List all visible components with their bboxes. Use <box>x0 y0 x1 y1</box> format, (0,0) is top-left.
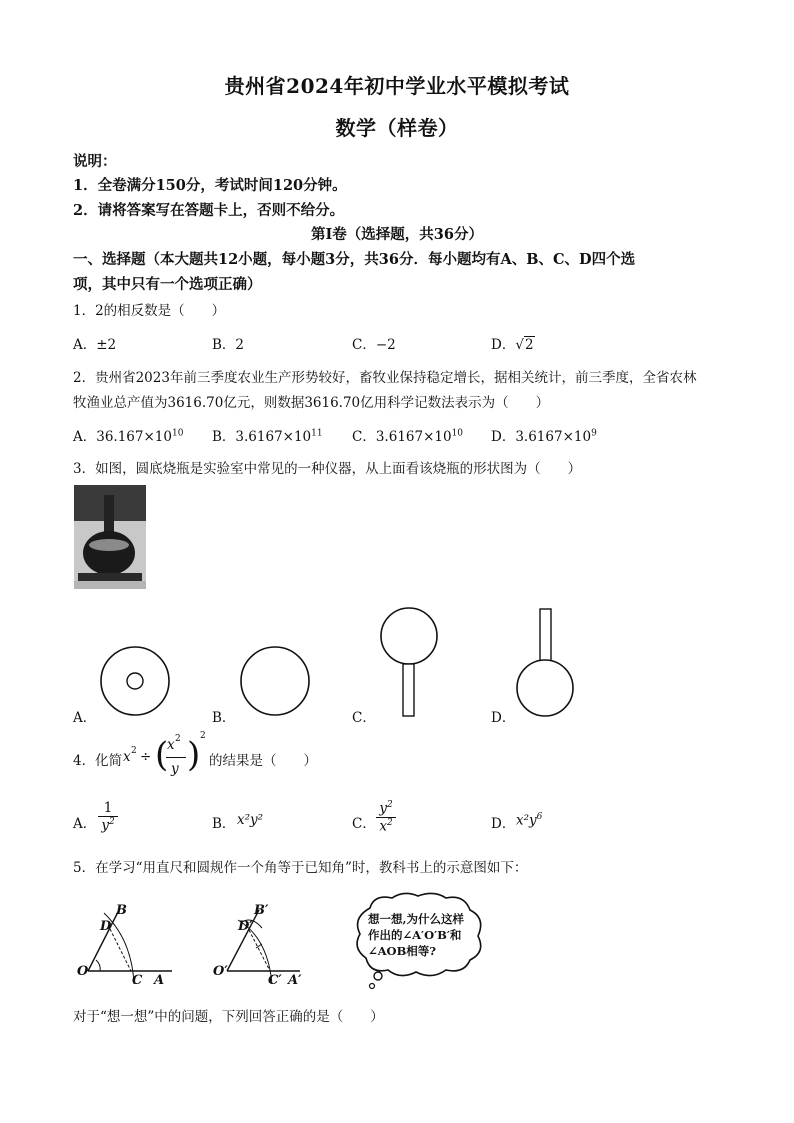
q1-option-d-letter: D． <box>491 337 516 353</box>
q4-option-c-num-exp: 2 <box>386 800 393 810</box>
q3-figure-d <box>514 606 578 718</box>
q4-option-a-letter: A． <box>73 816 97 832</box>
thought-bubble-text <box>368 911 464 959</box>
q2-option-d-base: 3.6167×10 <box>515 429 592 445</box>
q4-x-exp: 2 <box>131 746 137 756</box>
q2-option-b <box>212 425 323 445</box>
q4-option-a-denominator <box>98 817 118 834</box>
q3-figure-c <box>378 606 442 718</box>
q4-option-c-x: x <box>379 818 387 834</box>
q1-stem: 1．2的相反数是（ ） <box>73 303 226 319</box>
q4-left-paren: ( <box>155 735 169 775</box>
q5-stem: 5．在学习“用直尺和圆规作一个角等于已知角”时，教科书上的示意图如下： <box>73 860 528 876</box>
q2-option-b-letter: B． <box>212 429 236 445</box>
section-instructions-line2: 项，其中只有一个选项正确） <box>73 276 262 293</box>
q4-frac-num-x: x <box>167 737 175 753</box>
q3-figure-b <box>238 644 312 718</box>
q1-option-d-radicand: 2 <box>524 337 534 353</box>
q1-option-a: A．±2 <box>73 337 117 353</box>
q5-figure-original-angle <box>74 900 184 990</box>
q4-option-b: x²y² <box>237 812 264 828</box>
q2-option-c-letter: C． <box>352 429 376 445</box>
q1-option-d <box>491 333 535 353</box>
q3-option-b: B． <box>212 710 236 726</box>
sqrt-sign: √ <box>515 337 524 353</box>
q2-option-a-exp: 10 <box>171 428 184 439</box>
q4-option-d-exp: 6 <box>536 812 543 822</box>
q2-option-b-exp: 11 <box>311 428 323 439</box>
q5-followup: 对于“想一想”中的问题，下列回答正确的是（ ） <box>73 1009 384 1025</box>
q2-option-c-base: 3.6167×10 <box>375 429 452 445</box>
q4-option-d-letter: D． <box>491 816 516 832</box>
q4-option-a <box>98 800 118 834</box>
bubble-line-1: 想一想,为什么这样 <box>368 912 465 926</box>
fig1-label-d: D <box>100 919 112 934</box>
q2-line1: 2．贵州省2023年前三季度农业生产形势较好，畜牧业保持稳定增长，据相关统计，前三季度，全省农林 <box>73 370 697 386</box>
q4-option-a-y: y <box>101 817 109 834</box>
q3-stem: 3．如图，圆底烧瓶是实验室中常见的一种仪器，从上面看该烧瓶的形状图为（ ） <box>73 461 582 477</box>
exam-subtitle: 数学（样卷） <box>335 116 459 140</box>
q4-option-c-y: y <box>379 800 387 817</box>
q4-option-a-numerator: 1 <box>103 800 113 816</box>
q4-frac-den-y: y <box>171 761 179 777</box>
q4-div: ÷ <box>140 749 152 765</box>
q2-option-c-exp: 10 <box>451 428 464 439</box>
section-instructions-line1: 一、选择题（本大题共12小题，每小题3分，共36分．每小题均有A、B、C、D四个选 <box>73 251 636 268</box>
q3-option-a: A． <box>73 710 97 726</box>
fig1-label-c: C <box>132 973 143 988</box>
q4-option-a-exp: 2 <box>108 817 115 827</box>
exam-title: 贵州省2024年初中学业水平模拟考试 <box>224 74 570 98</box>
flask-photo <box>74 485 146 589</box>
q2-option-d <box>491 425 597 445</box>
q4-option-c-numerator <box>376 800 396 817</box>
q4-right-paren: ) <box>187 735 201 775</box>
flask-photo-drawing <box>74 485 146 589</box>
q3-figure-a <box>98 644 172 718</box>
q4-fraction-bar <box>166 757 186 758</box>
q4-x: x <box>123 749 131 765</box>
q2-option-a <box>73 425 183 445</box>
instruction-1: 1．全卷满分150分，考试时间120分钟。 <box>73 177 347 194</box>
fig1-label-o: O <box>77 964 89 979</box>
bubble-line-2: 作出的∠A′O′B′和 <box>368 928 462 942</box>
fig2-label-o: O′ <box>213 964 228 979</box>
bubble-line-3: ∠AOB相等? <box>368 944 437 958</box>
q4-option-d <box>516 812 542 829</box>
q1-option-c: C．−2 <box>352 337 396 353</box>
fig2-label-c: C′ <box>268 973 282 988</box>
q4-option-c-denominator <box>376 818 396 835</box>
fig2-label-a: A′ <box>288 973 302 988</box>
q4-prefix: 4．化简 <box>73 753 123 769</box>
part1-title: 第Ⅰ卷（选择题，共36分） <box>311 226 483 243</box>
q2-option-d-exp: 9 <box>591 428 597 439</box>
q4-frac-num-exp: 2 <box>175 734 181 744</box>
q2-option-d-letter: D． <box>491 429 516 445</box>
q3-option-d: D． <box>491 710 516 726</box>
fig2-label-d: D′ <box>238 919 253 934</box>
q4-option-c <box>376 800 396 834</box>
q4-option-d-base: x²y <box>516 812 537 829</box>
q3-option-c: C． <box>352 710 376 726</box>
q4-suffix: 的结果是（ ） <box>209 753 317 769</box>
q2-option-a-base: 36.167×10 <box>96 429 172 445</box>
instruction-2: 2．请将答案写在答题卡上，否则不给分。 <box>73 202 345 219</box>
q2-option-b-base: 3.6167×10 <box>235 429 312 445</box>
q2-option-a-letter: A． <box>73 429 97 445</box>
q2-option-c <box>352 425 463 445</box>
q4-option-b-letter: B． <box>212 816 236 832</box>
fig1-label-b: B <box>116 903 127 918</box>
q2-line2: 牧渔业总产值为3616.70亿元，则数据3616.70亿用科学记数法表示为（ ） <box>73 395 550 411</box>
q4-option-c-letter: C． <box>352 816 376 832</box>
fig2-label-b: B′ <box>254 903 269 918</box>
q4-option-c-den-exp: 2 <box>386 817 393 828</box>
instructions-heading: 说明： <box>73 153 117 170</box>
q4-outer-exp: 2 <box>200 731 206 741</box>
q1-option-b: B．2 <box>212 337 245 353</box>
fig1-label-a: A <box>154 973 165 988</box>
